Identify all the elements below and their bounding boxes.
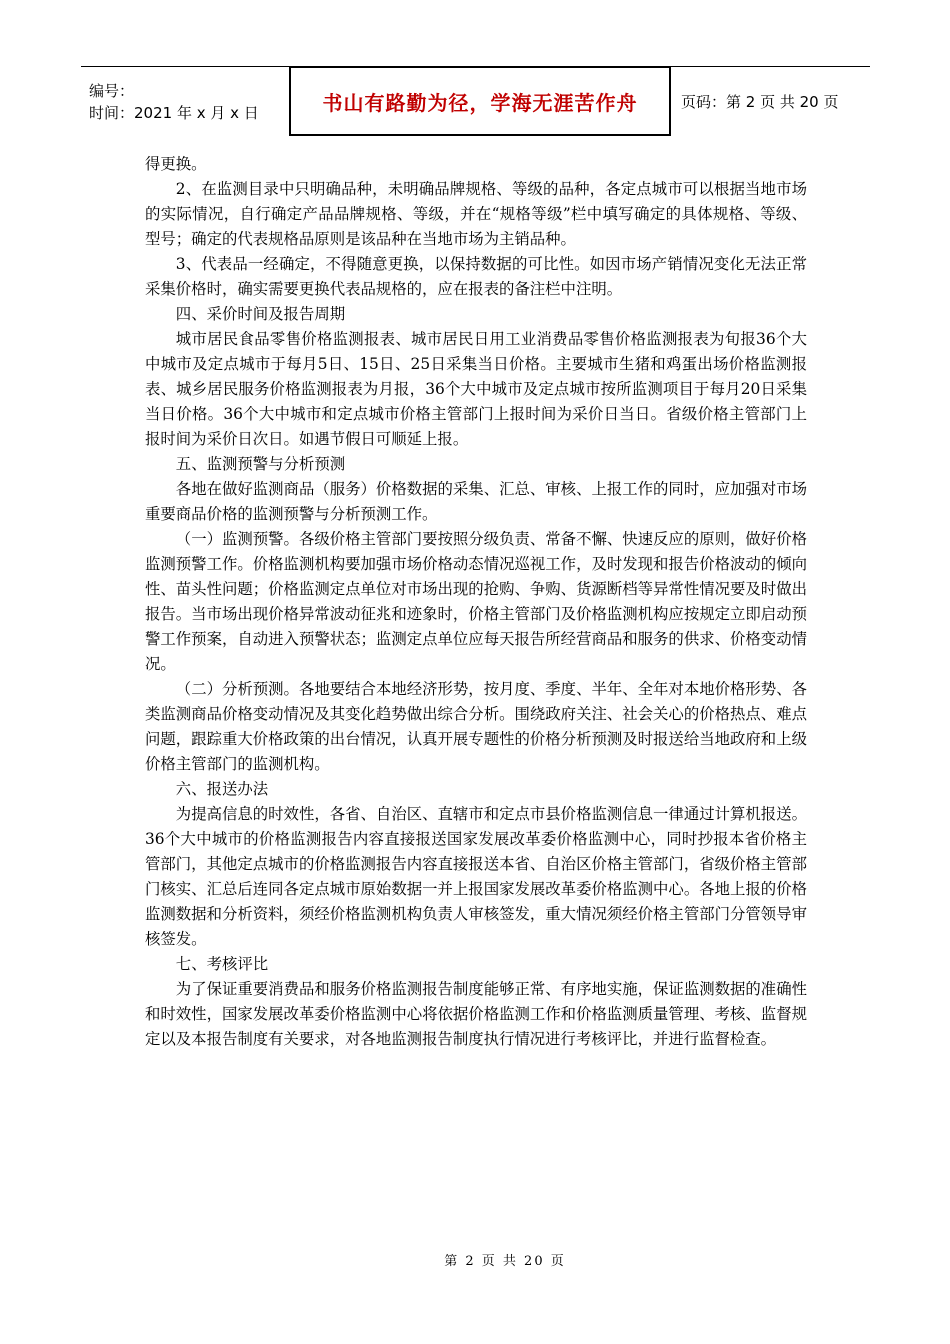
paragraph: 2、在监测目录中只明确品种，未明确品牌规格、等级的品种，各定点城市可以根据当地市场的实际情况，自行确定产品品牌规格、等级，并在“规格等级”栏中填写确定的具体规格、等级、型号；确定的代表规格品原则是该品种在当地市场为主销品种。 [145,180,807,248]
paragraph: 各地在做好监测商品（服务）价格数据的采集、汇总、审核、上报工作的同时，应加强对市场重要商品价格的监测预警与分析预测工作。 [145,480,807,523]
paragraph: （一）监测预警。各级价格主管部门要按照分级负责、常备不懈、快速反应的原则，做好价格监测预警工作。价格监测机构要加强市场价格动态情况巡视工作，及时发现和报告价格波动的倾向性、苗头性问题；价格监测定点单位对市场出现的抢购、争购、货源断档等异常性情况要及时做出报告。当市场出现价格异常波动征兆和迹象时，价格主管部门及价格监测机构应按规定立即启动预警工作预案，自动进入预警状态；监测定点单位应每天报告所经营商品和服务的供求、价格变动情况。 [145,530,807,673]
paragraph: 为了保证重要消费品和服务价格监测报告制度能够正常、有序地实施，保证监测数据的准确性和时效性，国家发展改革委价格监测中心将依据价格监测工作和价格监测质量管理、考核、监督规定以及本报告制度有关要求，对各地监测报告制度执行情况进行考核评比，并进行监督检查。 [145,980,807,1048]
header-left [81,66,289,136]
paragraph: 城市居民食品零售价格监测报表、城市居民日用工业消费品零售价格监测报表为旬报36个大中城市及定点城市于每月5日、15日、25日采集当日价格。主要城市生猪和鸡蛋出场价格监测报表、城乡居民服务价格监测报表为月报，36个大中城市及定点城市按所监测项目于每月20日采集当日价格。36个大中城市和定点城市价格主管部门上报时间为采价日当日。省级价格主管部门上报时间为采价日次日。如遇节假日可顺延上报。 [145,330,807,448]
paragraph: 3、代表品一经确定，不得随意更换，以保持数据的可比性。如因市场产销情况变化无法正常采集价格时，确实需要更换代表品规格的，应在报表的备注栏中注明。 [145,255,807,298]
paragraph: 为提高信息的时效性，各省、自治区、直辖市和定点市县价格监测信息一律通过计算机报送。36个大中城市的价格监测报告内容直接报送国家发展改革委价格监测中心，同时抄报本省价格主管部门，其他定点城市的价格监测报告内容直接报送本省、自治区价格主管部门，省级价格主管部门核实、汇总后连同各定点城市原始数据一并上报国家发展改革委价格监测中心。各地上报的价格监测数据和分析资料，须经价格监测机构负责人审核签发，重大情况须经价格主管部门分管领导审核签发。 [145,805,807,948]
motto-box [289,66,671,136]
header-right [671,66,870,136]
page-footer: 第 2 页 共 20 页 [444,1254,566,1269]
page-header [81,66,870,136]
document-number-label: 编号： [89,81,135,100]
paragraph-continuation: 得更换。 [145,155,207,173]
document-body [145,152,807,1052]
paragraph: （二）分析预测。各地要结合本地经济形势，按月度、季度、半年、全年对本地价格形势、各类监测商品价格变动情况及其变化趋势做出综合分析。围绕政府关注、社会关心的价格热点、难点问题，跟踪重大价格政策的出台情况，认真开展专题性的价格分析预测及时报送给当地政府和上级价格主管部门的监测机构。 [145,680,807,773]
section-heading: 五、监测预警与分析预测 [175,455,346,473]
header-page-info: 页码：第 2 页 共 20 页 [681,93,839,111]
motto-text: 书山有路勤为径，学海无涯苦作舟 [322,90,638,115]
section-heading: 七、考核评比 [175,955,269,973]
section-heading: 六、报送办法 [175,780,269,798]
section-heading: 四、采价时间及报告周期 [175,305,346,323]
date-label: 时间：2021 年 x 月 x 日 [89,103,259,122]
